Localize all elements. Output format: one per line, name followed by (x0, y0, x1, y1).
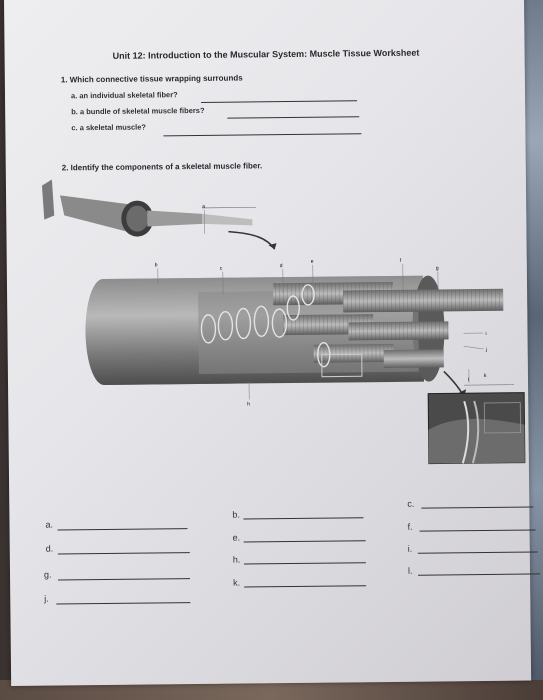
answer-line-1b[interactable] (227, 116, 359, 118)
answer-line-b[interactable] (243, 517, 363, 519)
answer-line-a[interactable] (58, 528, 188, 530)
answer-line-1c[interactable] (163, 133, 361, 136)
magnified-inset (428, 385, 525, 464)
figure-label-a: a (202, 203, 205, 210)
answer-label-k: k. (233, 577, 241, 588)
answer-label-f: f. (407, 521, 413, 532)
whole-muscle-illustration (42, 177, 277, 251)
figure-label-c: c (219, 265, 223, 272)
question-2-prompt: 2. Identify the components of a skeletal muscle fiber. (61, 161, 263, 173)
figure-label-l: l (467, 377, 470, 384)
answer-line-d[interactable] (58, 552, 190, 554)
answer-label-i: i. (407, 543, 413, 554)
figure-label-d: d (279, 263, 283, 270)
answer-line-l[interactable] (418, 573, 540, 575)
question-1-prompt: 1. Which connective tissue wrapping surrounds (60, 73, 243, 85)
muscle-fiber-diagram (42, 170, 539, 475)
answer-line-g[interactable] (58, 578, 190, 580)
muscle-fiber-cylinder (85, 275, 504, 401)
figure-label-h: h (247, 401, 251, 408)
figure-label-f: f (399, 257, 402, 264)
figure-label-j: j (485, 346, 487, 353)
figure-label-e: e (310, 258, 314, 265)
answer-line-i[interactable] (418, 551, 538, 553)
worksheet-page (4, 0, 531, 686)
figure-label-k: k (483, 372, 487, 379)
answer-label-d: d. (45, 543, 54, 554)
answer-label-h: h. (232, 554, 241, 565)
answer-line-j[interactable] (56, 602, 190, 604)
worksheet-title: Unit 12: Introduction to the Muscular System: Muscle Tissue Worksheet (112, 47, 420, 61)
answer-label-c: c. (407, 498, 415, 509)
question-1c: c. a skeletal muscle? (71, 122, 147, 133)
answer-label-b: b. (232, 509, 240, 520)
answer-line-h[interactable] (244, 562, 366, 564)
answer-label-l: l. (407, 565, 413, 576)
figure-label-g: g (435, 265, 439, 272)
answer-label-g: g. (43, 569, 52, 580)
question-1b: b. a bundle of skeletal muscle fibers? (71, 105, 205, 117)
question-1a: a. an individual skeletal fiber? (70, 90, 178, 101)
answer-line-e[interactable] (244, 540, 366, 542)
answer-label-e: e. (232, 532, 241, 543)
answer-line-k[interactable] (244, 585, 366, 587)
answer-label-j: j. (44, 593, 49, 604)
answer-line-f[interactable] (420, 529, 536, 531)
figure-label-i: i (485, 330, 487, 337)
figure-label-b: b (154, 262, 158, 269)
answer-label-a: a. (45, 519, 54, 530)
answer-line-c[interactable] (421, 506, 533, 508)
answer-line-1a[interactable] (201, 100, 357, 103)
